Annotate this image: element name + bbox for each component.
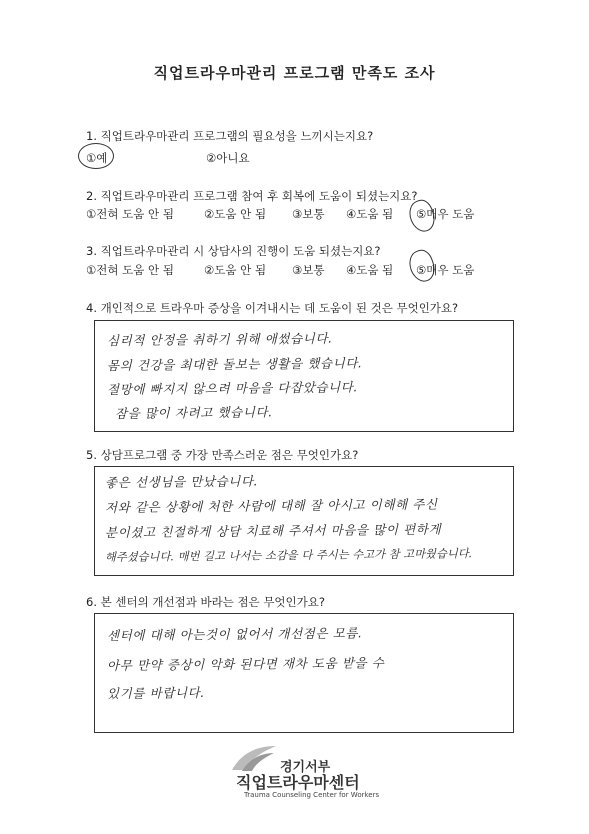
q2-option-2[interactable]: ②도움 안 됨 (204, 207, 267, 221)
question-1: 1. 직업트라우마관리 프로그램의 필요성을 느끼시는지요? (86, 129, 374, 143)
question-3: 3. 직업트라우마관리 시 상담사의 진행이 도움 되셨는지요? (86, 244, 381, 258)
answer-4-line-3: 절망에 빠지지 않으려 마음을 다잡았습니다. (106, 379, 359, 397)
answer-6-line-3: 있기를 바랍니다. (106, 684, 205, 701)
question-1-options (86, 150, 506, 166)
question-3-options (86, 262, 506, 278)
logo-english-name: Trauma Counseling Center for Workers (244, 791, 380, 799)
q1-option-yes[interactable]: ①예 (86, 151, 108, 165)
answer-5-line-1: 좋은 선생님을 만났습니다. (104, 473, 259, 490)
q1-option-no[interactable]: ②아니요 (206, 151, 250, 165)
q2-option-3[interactable]: ③보통 (292, 207, 325, 221)
answer-6-line-2: 아무 만약 증상이 악화 된다면 재차 도움 받을 수 (106, 655, 385, 673)
logo-center-name: 직업트라우마센터 (236, 773, 360, 792)
q3-option-3[interactable]: ③보통 (292, 263, 325, 277)
answer-5-line-3: 분이셨고 친절하게 상담 치료해 주셔서 마음을 많이 편하게 (104, 521, 442, 540)
answer-box-5[interactable] (94, 466, 514, 576)
answer-5-line-2: 저와 같은 상황에 처한 사람에 대해 잘 아시고 이해해 주신 (104, 496, 438, 515)
page-title: 직업트라우마관리 프로그램 만족도 조사 (153, 64, 436, 82)
q3-option-1[interactable]: ①전혀 도움 안 됨 (86, 263, 174, 277)
answer-5-line-4: 해주셨습니다. 매번 길고 나서는 소감을 다 주시는 수고가 참 고마웠습니다. (104, 547, 473, 564)
logo-region-text: 경기서부 (280, 760, 331, 775)
answer-6-line-1: 센터에 대해 아는것이 없어서 개선점은 모름. (106, 625, 363, 643)
q3-option-2[interactable]: ②도움 안 됨 (204, 263, 267, 277)
answer-4-line-1: 심리적 안정을 취하기 위해 애썼습니다. (106, 330, 333, 348)
answer-4-line-4: 잠을 많이 자려고 했습니다. (114, 404, 273, 421)
q2-option-5[interactable]: ⑤매우 도움 (416, 207, 475, 221)
q3-selection-circle (405, 247, 438, 285)
question-4: 4. 개인적으로 트라우마 증상을 이겨내시는 데 도움이 된 것은 무엇인가요? (86, 301, 459, 315)
answer-4-line-2: 몸의 건강을 최대한 돌보는 생활을 했습니다. (106, 355, 363, 373)
question-2-options (86, 206, 506, 222)
q3-option-4[interactable]: ④도움 됨 (346, 263, 394, 277)
question-5: 5. 상담프로그램 중 가장 만족스러운 점은 무엇인가요? (86, 448, 359, 462)
q2-option-4[interactable]: ④도움 됨 (346, 207, 394, 221)
answer-box-4[interactable] (94, 320, 514, 432)
question-6: 6. 본 센터의 개선점과 바라는 점은 무엇인가요? (86, 595, 325, 609)
q1-selection-circle (78, 143, 114, 169)
question-2: 2. 직업트라우마관리 프로그램 참여 후 회복에 도움이 되셨는지요? (86, 189, 418, 203)
q3-option-5[interactable]: ⑤매우 도움 (416, 263, 475, 277)
answer-box-6[interactable] (94, 613, 514, 733)
q2-option-1[interactable]: ①전혀 도움 안 됨 (86, 207, 174, 221)
